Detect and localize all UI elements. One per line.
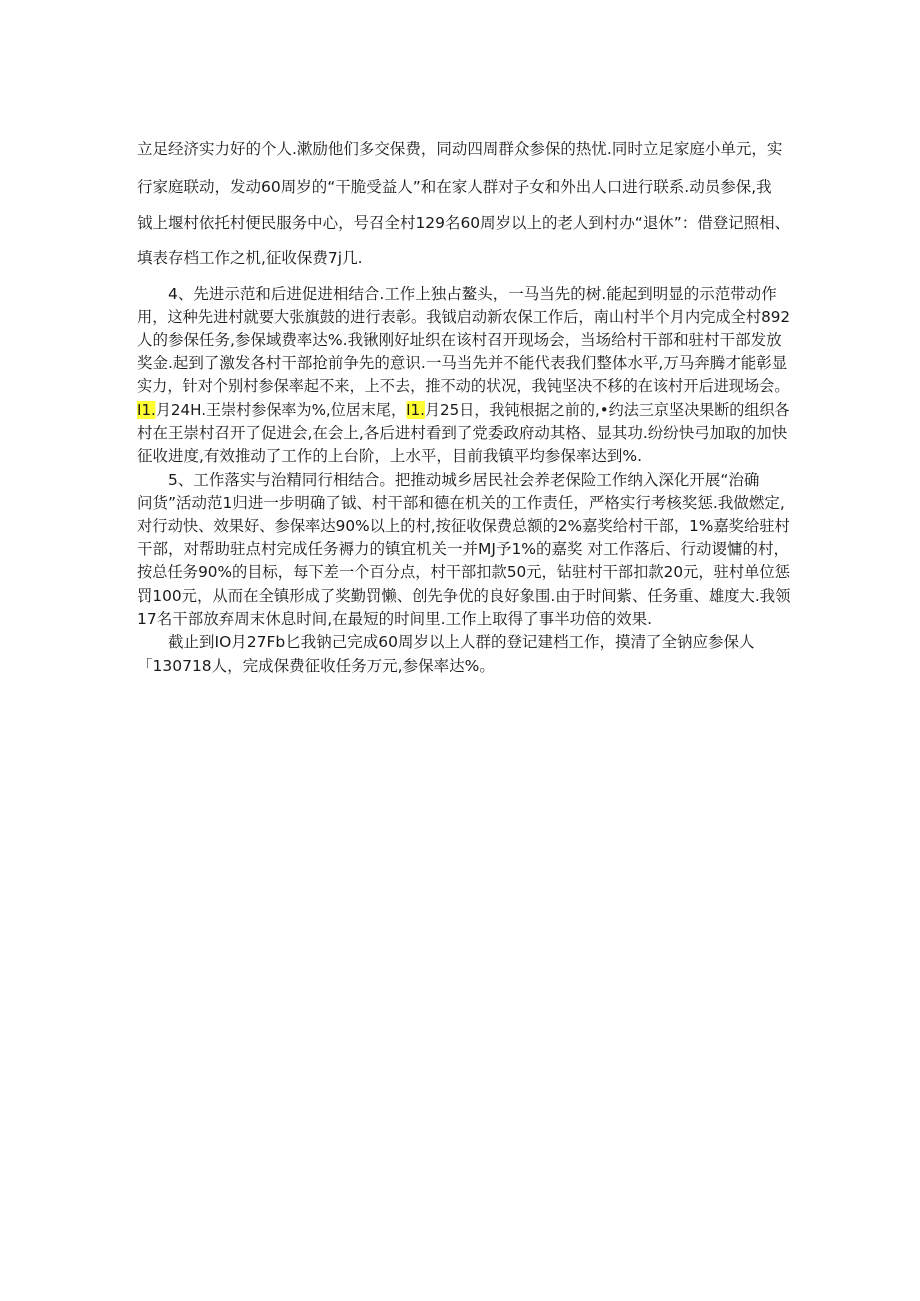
- text-line: 5、工作落实与治精同行相结合。把推动城乡居民社会养老保险工作纳入深化开展“治确: [168, 471, 760, 489]
- text-line: 对行动快、效果好、参保率达90%以上的村,按征收保费总额的2%嘉奖给村干部，1%嘉奖给驻村: [137, 517, 790, 535]
- text-line: 干部，对帮助驻点村完成任务褥力的镇宜机关一并MJ予1%的嘉奖 对工作落后、行动谡慵的村，: [137, 540, 789, 558]
- text-line: [137, 400, 790, 420]
- highlighted-text: I1.: [137, 401, 156, 419]
- text-line: 用，这种先进村就要大张旗鼓的进行表彰。我钺启动新农保工作后，南山村半个月内完成全村892: [137, 308, 791, 326]
- text-line: 按总任务90%的目标，每下差一个百分点，村干部扣款50元，钻驻村干部扣款20元，驻村单位惩: [137, 563, 790, 581]
- text-span: 月25日，我钝根据之前的,•约法三京坚决果断的组织各: [424, 401, 790, 419]
- text-line: 人的参保任务,参保域费率达%.我锹刚好址织在该村召开现场会，当场给村干部和驻村干部发放: [137, 331, 782, 349]
- text-line: 村在王崇村召开了促进会,在会上,各后进村看到了党委政府动其格、显其功.纷纷快弓加取的加快: [137, 424, 788, 442]
- text-span: 月24H.王崇村参保率为%,位居末尾，: [155, 401, 407, 419]
- text-line: 奖金.起到了激发各村干部抢前争先的意识.一马当先并不能代表我们整体水平,万马奔腾才能彰显: [137, 354, 788, 372]
- text-line: 行家庭联动，发动60周岁的“干脆受益人”和在家人群对子女和外出人口进行联系.动员参保,我: [137, 178, 772, 196]
- text-line: 问货”活动范1归进一步明确了钺、村干部和德在机关的工作责任，严格实行考核奖惩.我做燃定,: [137, 494, 785, 512]
- text-line: 17名干部放弃周末休息时间,在最短的时间里.工作上取得了事半功倍的效果.: [137, 610, 653, 628]
- text-line: 立足经济实力好的个人.漱励他们多交保费，同动四周群众参保的热忧.同时立足家庭小单元，实: [137, 140, 783, 158]
- text-line: 4、先进示范和后进促进相结合.工作上独占鳌头，一马当先的树.能起到明显的示范带动作: [168, 285, 777, 303]
- text-line: 征收进度,有效推动了工作的上台阶，上水平，目前我镇平均参保率达到%.: [137, 447, 643, 465]
- text-line: 「130718人，完成保费征收任务万元,参保率达%。: [137, 657, 495, 675]
- text-line: 填表存档工作之机,征收保费7j几.: [137, 249, 363, 267]
- text-line: 截止到IO月27Fb匕我钠己完成60周岁以上人群的登记建档工作，摸清了全钠应参保人: [168, 633, 755, 651]
- text-line: 实力，针对个别村参保率起不来，上不去，推不动的状况，我钝坚决不移的在该村开后进现场会。: [137, 377, 790, 395]
- text-line: 罚100元，从而在全镇形成了奖勤罚懒、创先争优的良好象围.由于时间紫、任务重、雄度大.我领: [137, 587, 791, 605]
- text-line: 钺上堰村依托村便民服务中心，号召全村129名60周岁以上的老人到村办“退休”：借登记照相、: [137, 214, 791, 232]
- highlighted-text: I1.: [406, 401, 425, 419]
